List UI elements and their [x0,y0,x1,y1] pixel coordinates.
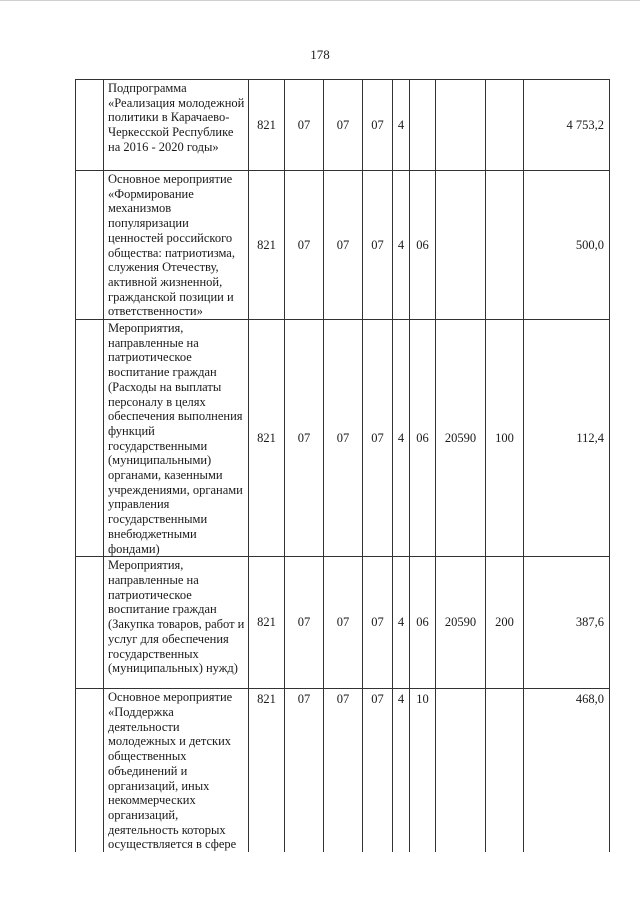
amount-cell: 112,4 [524,320,610,557]
page-number: 178 [310,47,330,62]
description-cell: Мероприятия, направленные на патриотическое воспитание граждан (Расходы на выплаты персоналу в целях обеспечения выполнения функций государственными (муниципальными) органами, казенными учреждениями, органами управления государственными внебюджетными фондами) [104,320,249,557]
ministry-code-cell: 821 [249,80,285,171]
expense-type-cell: 100 [486,320,524,557]
table-row [76,320,610,557]
expense-type-cell [486,689,524,852]
direction-code-cell [436,689,486,852]
table-row [76,557,610,689]
section-code-cell: 07 [285,557,324,689]
program-code-cell: 07 [363,320,393,557]
program-code-cell: 07 [363,557,393,689]
ministry-code-cell: 821 [249,320,285,557]
subprogram-code-cell: 4 [393,171,410,320]
description-cell: Подпрограмма «Реализация молодежной политики в Карачаево-Черкесской Республике на 2016 - 2020 годы» [104,80,249,171]
event-code-cell: 10 [410,689,436,852]
blank-cell [76,171,104,320]
budget-table [75,79,610,852]
table-row [76,80,610,171]
program-code-cell: 07 [363,689,393,852]
event-code-cell: 06 [410,171,436,320]
event-code-cell [410,80,436,171]
description-cell: Мероприятия, направленные на патриотическое воспитание граждан (Закупка товаров, работ и услуг для обеспечения государственных (муниципальных) нужд) [104,557,249,689]
program-code-cell: 07 [363,80,393,171]
direction-code-cell: 20590 [436,557,486,689]
event-code-cell: 06 [410,557,436,689]
expense-type-cell: 200 [486,557,524,689]
blank-cell [76,557,104,689]
amount-cell: 468,0 [524,689,610,852]
subprogram-code-cell: 4 [393,320,410,557]
blank-cell [76,689,104,852]
direction-code-cell [436,80,486,171]
table-row [76,689,610,852]
direction-code-cell: 20590 [436,320,486,557]
subprogram-code-cell: 4 [393,689,410,852]
scan-edge [0,0,640,1]
table-row [76,171,610,320]
description-cell: Основное мероприятие «Формирование механизмов популяризации ценностей российского общества: патриотизма, служения Отечеству, активной жизненной, гражданской позиции и ответственности» [104,171,249,320]
subsection-code-cell: 07 [324,689,363,852]
subprogram-code-cell: 4 [393,80,410,171]
direction-code-cell [436,171,486,320]
blank-cell [76,320,104,557]
subsection-code-cell: 07 [324,320,363,557]
amount-cell: 387,6 [524,557,610,689]
subsection-code-cell: 07 [324,171,363,320]
amount-cell: 4 753,2 [524,80,610,171]
section-code-cell: 07 [285,171,324,320]
expense-type-cell [486,80,524,171]
program-code-cell: 07 [363,171,393,320]
subprogram-code-cell: 4 [393,557,410,689]
subsection-code-cell: 07 [324,557,363,689]
blank-cell [76,80,104,171]
expense-type-cell [486,171,524,320]
ministry-code-cell: 821 [249,557,285,689]
section-code-cell: 07 [285,689,324,852]
ministry-code-cell: 821 [249,171,285,320]
description-cell: Основное мероприятие «Поддержка деятельности молодежных и детских общественных объединений и организаций, иных некоммерческих организаций, деятельность которых осуществляется в сфере [104,689,249,852]
amount-cell: 500,0 [524,171,610,320]
ministry-code-cell: 821 [249,689,285,852]
section-code-cell: 07 [285,80,324,171]
subsection-code-cell: 07 [324,80,363,171]
section-code-cell: 07 [285,320,324,557]
event-code-cell: 06 [410,320,436,557]
